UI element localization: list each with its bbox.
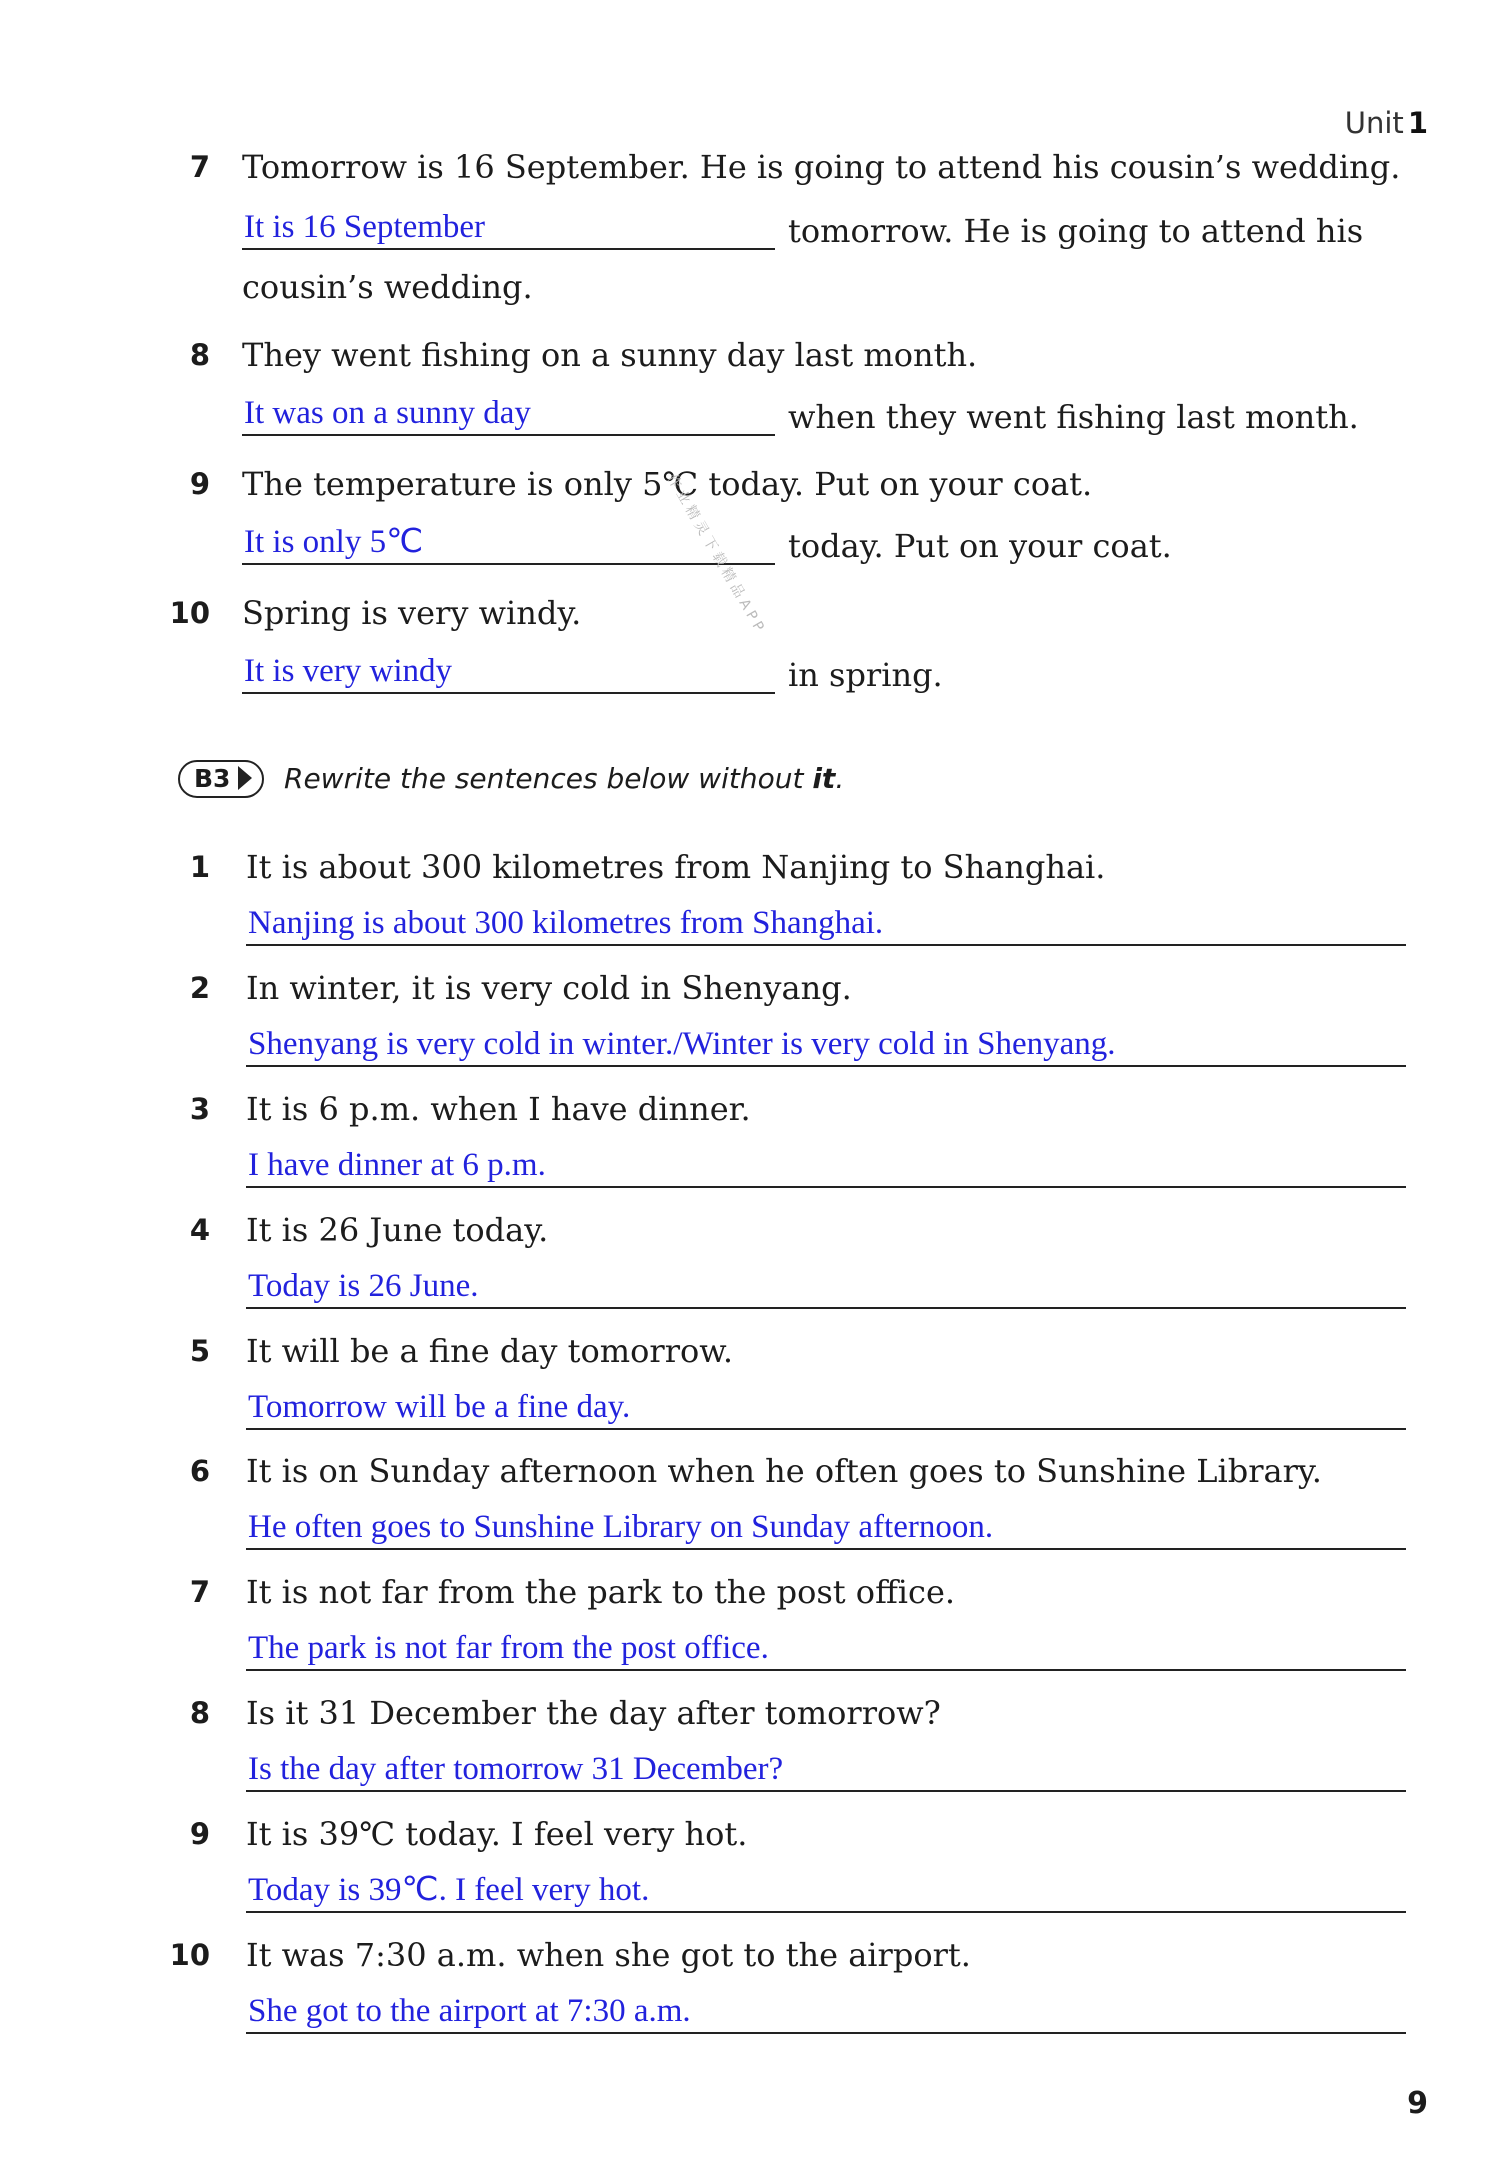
answer-text: It is only 5℃ [244, 524, 424, 560]
item-number: 3 [189, 1092, 210, 1126]
watermark: 作业精灵下载精品APP [663, 471, 769, 638]
answer-text: It was on a sunny day [244, 395, 531, 431]
item-number: 1 [189, 850, 210, 884]
answer-blank[interactable] [246, 1744, 1406, 1792]
answer-text: Today is 26 June. [248, 1268, 479, 1304]
item-prompt: It is on Sunday afternoon when he often goes to Sunshine Library. [246, 1452, 1322, 1490]
item-number: 7 [189, 150, 210, 184]
item-prompt: Is it 31 December the day after tomorrow? [246, 1694, 941, 1732]
item-continuation: cousin’s wedding. [242, 268, 533, 306]
answer-blank[interactable] [246, 1019, 1406, 1067]
unit-header [1345, 106, 1428, 140]
item-prompt: They went fishing on a sunny day last month. [242, 336, 978, 374]
item-tail: when they went fishing last month. [788, 398, 1359, 436]
item-number: 10 [169, 596, 210, 630]
answer-text: Today is 39℃. I feel very hot. [248, 1872, 650, 1908]
answer-text: The park is not far from the post office. [248, 1630, 769, 1666]
item-prompt: It is about 300 kilometres from Nanjing to Shanghai. [246, 848, 1106, 886]
answer-text: It is very windy [244, 653, 453, 689]
item-prompt: In winter, it is very cold in Shenyang. [246, 969, 852, 1007]
answer-blank[interactable] [242, 202, 775, 250]
answer-blank[interactable] [246, 1502, 1406, 1550]
item-prompt: It is 39℃ today. I feel very hot. [246, 1815, 748, 1853]
answer-text: Shenyang is very cold in winter./Winter is very cold in Shenyang. [248, 1026, 1116, 1062]
item-number: 8 [189, 338, 210, 372]
answer-text: It is 16 September [244, 209, 486, 245]
item-prompt: It is not far from the park to the post office. [246, 1573, 956, 1611]
item-number: 9 [189, 467, 210, 501]
item-tail: in spring. [788, 656, 943, 694]
item-prompt: Tomorrow is 16 September. He is going to attend his cousin’s wedding. [242, 148, 1401, 186]
item-prompt: It will be a fine day tomorrow. [246, 1332, 734, 1370]
item-prompt: It is 26 June today. [246, 1211, 549, 1249]
answer-text: I have dinner at 6 p.m. [248, 1147, 546, 1183]
item-prompt: It is 6 p.m. when I have dinner. [246, 1090, 751, 1128]
answer-blank[interactable] [246, 1623, 1406, 1671]
item-number: 4 [189, 1213, 210, 1247]
item-prompt: It was 7:30 a.m. when she got to the airport. [246, 1936, 971, 1974]
item-number: 5 [189, 1334, 210, 1368]
item-tail: tomorrow. He is going to attend his [788, 212, 1364, 250]
unit-number: 1 [1407, 106, 1428, 140]
play-arrow-icon [238, 766, 252, 790]
item-number: 9 [189, 1817, 210, 1851]
item-number: 8 [189, 1696, 210, 1730]
answer-blank[interactable] [246, 898, 1406, 946]
answer-blank[interactable] [246, 1986, 1406, 2034]
page-number: 9 [1407, 2086, 1428, 2121]
answer-blank[interactable] [246, 1140, 1406, 1188]
item-number: 7 [189, 1575, 210, 1609]
answer-blank[interactable] [246, 1261, 1406, 1309]
answer-blank[interactable] [242, 388, 775, 436]
section-badge: B3 [178, 760, 264, 798]
unit-label: Unit [1344, 106, 1404, 140]
item-number: 6 [189, 1454, 210, 1488]
item-number: 2 [189, 971, 210, 1005]
answer-text: Tomorrow will be a fine day. [248, 1389, 631, 1425]
section-instruction: Rewrite the sentences below without it. [284, 762, 845, 795]
answer-blank[interactable] [246, 1865, 1406, 1913]
answer-text: He often goes to Sunshine Library on Sunday afternoon. [248, 1509, 994, 1545]
answer-text: She got to the airport at 7:30 a.m. [248, 1993, 691, 2029]
item-tail: today. Put on your coat. [788, 527, 1172, 565]
item-prompt: The temperature is only 5℃ today. Put on your coat. [242, 465, 1093, 503]
answer-text: Is the day after tomorrow 31 December? [248, 1751, 784, 1787]
answer-blank[interactable] [242, 646, 775, 694]
answer-blank[interactable] [246, 1382, 1406, 1430]
item-number: 10 [169, 1938, 210, 1972]
item-prompt: Spring is very windy. [242, 594, 582, 632]
answer-text: Nanjing is about 300 kilometres from Shanghai. [248, 905, 884, 941]
